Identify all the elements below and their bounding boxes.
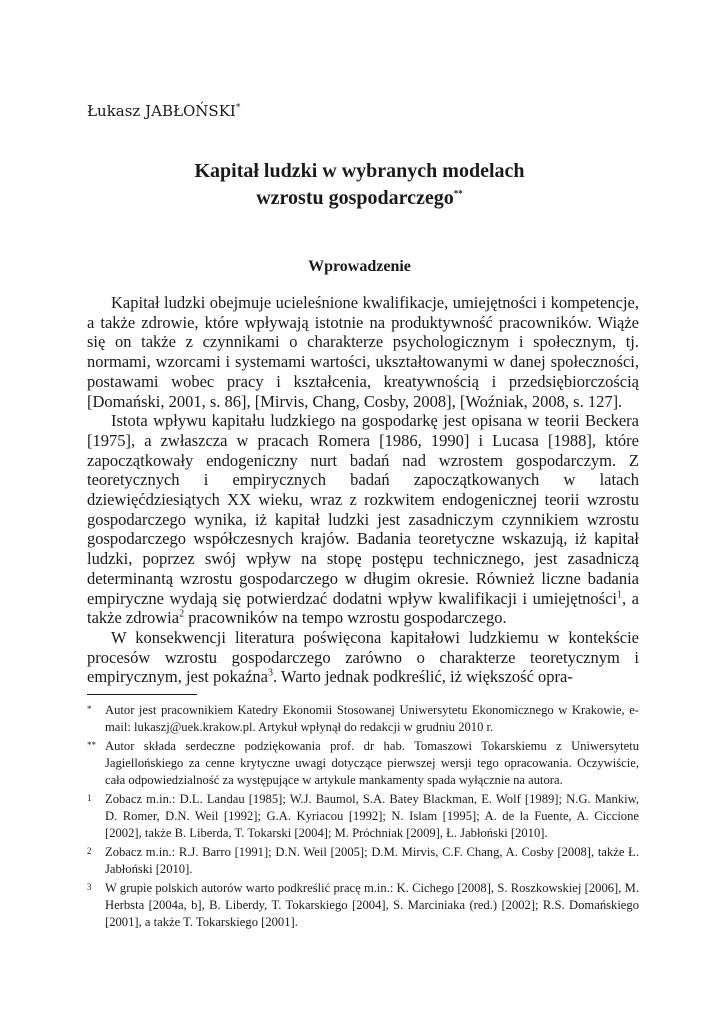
footnote-separator (87, 694, 197, 695)
author-name: Łukasz JABŁOŃSKI (87, 102, 236, 120)
footnote-mark: 3 (87, 882, 92, 893)
footnote (87, 791, 639, 843)
footnote-text: W grupie polskich autorów warto podkreślić pracę m.in.: K. Cichego [2008], S. Roszkowskiej [2006], M. Herbsta [2004a, b], B. Liberdy, T. Tokarskiego [2004], S. Marciniaka (red.) [2002]; R.S. Domańskiego [2001], a także T. Tokarskiego [2001]. (105, 881, 639, 930)
title-line-1: Kapitał ludzki w wybranych modelach (194, 160, 525, 182)
paragraph-3 (87, 628, 639, 687)
paragraph-2-text-c: pracowników na tempo wzrostu gospodarczego. (184, 608, 507, 628)
footnote-text: Zobacz m.in.: D.L. Landau [1985]; W.J. Baumol, S.A. Batey Blackman, E. Wolf [1989]; N.G. Mankiw, D. Romer, D.N. Weil [1992]; G.A. Kyriacou [1992]; N. Islam [1995]; A. de la Fuente, A. Ciccione [2002], także B. Liberda, T. Tokarski [2004]; M. Próchniak [2009], Ł. Jabłoński [2010]. (105, 792, 639, 841)
section-heading: Wprowadzenie (308, 258, 411, 275)
footnote-text: Zobacz m.in.: R.J. Barro [1991]; D.N. Weil [2005]; D.M. Mirvis, C.F. Chang, A. Cosby [2008], także Ł. Jabłoński [2010]. (105, 845, 639, 877)
footnote-ref-2: 2 (179, 608, 185, 620)
title-line-2 (0, 185, 719, 212)
footnote-ref-1: 1 (617, 589, 622, 601)
body-text (87, 293, 639, 687)
footnote-ref-3: 3 (267, 667, 273, 679)
footnote (87, 702, 639, 736)
paragraph-2-text-a: Istota wpływu kapitału ludzkiego na gospodarkę jest opisana w teorii Beckera [1975], a zwłaszcza w pracach Romera [1986, 1990] i Lucasa [1988], które zapoczątkowały endogeniczny nurt badań nad wzrostem gospodarczym. Z teoretycznych i empirycznych badań zapoczątkowanych w latach dziewięćdziesiątych XX wieku, wraz z rozkwitem endogenicznej teorii wzrostu gospodarczego wynika, iż kapitał ludzki jest zasadniczym czynnikiem wzrostu gospodarczego współczesnych krajów. Badania teoretyczne wskazują, iż kapitał ludzki, poprzez swój wpływ na stopę postępu technicznego, jest zasadniczą determinantą wzrostu gospodarczego w długim okresie. Również liczne badania empiryczne wydają się potwierdzać dodatni wpływ kwalifikacji i umiejętności (87, 411, 639, 608)
title-line-2-text: wzrostu gospodarczego (256, 187, 454, 209)
footnote-mark: ** (87, 739, 96, 750)
author-line (87, 101, 240, 121)
footnote-mark: 2 (87, 846, 92, 857)
footnote (87, 738, 639, 790)
article-title (0, 158, 719, 212)
footnote (87, 844, 639, 878)
footnote-mark: * (87, 704, 92, 714)
footnote-mark: 1 (87, 793, 92, 804)
paragraph-3-text-b: . Warto jednak podkreślić, iż większość opra- (272, 667, 573, 687)
paragraph-3-text-a: W konsekwencji literatura poświęcona kapitałowi ludzkiemu w kontekście procesów wzrostu gospodarczego zarówno o charakterze teoretycznym i empirycznym, jest pokaźna (87, 627, 639, 687)
footnote-text: Autor składa serdeczne podziękowania prof. dr hab. Tomaszowi Tokarskiemu z Uniwersytetu Jagiellońskiego za cenne krytyczne uwagi dotyczące pierwszej wersji tego opracowania. Oczywiście, cała odpowiedzialność za występujące w artykule mankamenty spada wyłącznie na autora. (105, 738, 639, 788)
paragraph-2 (87, 411, 639, 628)
footnote-text: Autor jest pracownikiem Katedry Ekonomii Stosowanej Uniwersytetu Ekonomicznego w Krakowie, e-mail: lukaszj@uek.krakow.pl. Artykuł wpłynął do redakcji w grudniu 2010 r. (105, 703, 639, 735)
author-footnote-mark: * (235, 103, 241, 113)
paragraph-1: Kapitał ludzki obejmuje ucieleśnione kwalifikacje, umiejętności i kompetencje, a także zdrowie, które wpływają istotnie na produktywność pracowników. Wiąże się on także z czynnikami o charakterze psychologicznym i społecznym, tj. normami, wzorcami i systemami wartości, ukształtowanymi w danej społeczności, postawami wobec pracy i kształcenia, kreatywnością i przedsiębiorczością [Domański, 2001, s. 86], [Mirvis, Chang, Cosby, 2008], [Woźniak, 2008, s. 127]. (87, 293, 639, 411)
title-footnote-mark: ** (453, 188, 463, 199)
footnotes (87, 702, 639, 933)
footnote (87, 880, 639, 932)
paragraph-2-text-b: , a także zdrowia (87, 588, 639, 628)
